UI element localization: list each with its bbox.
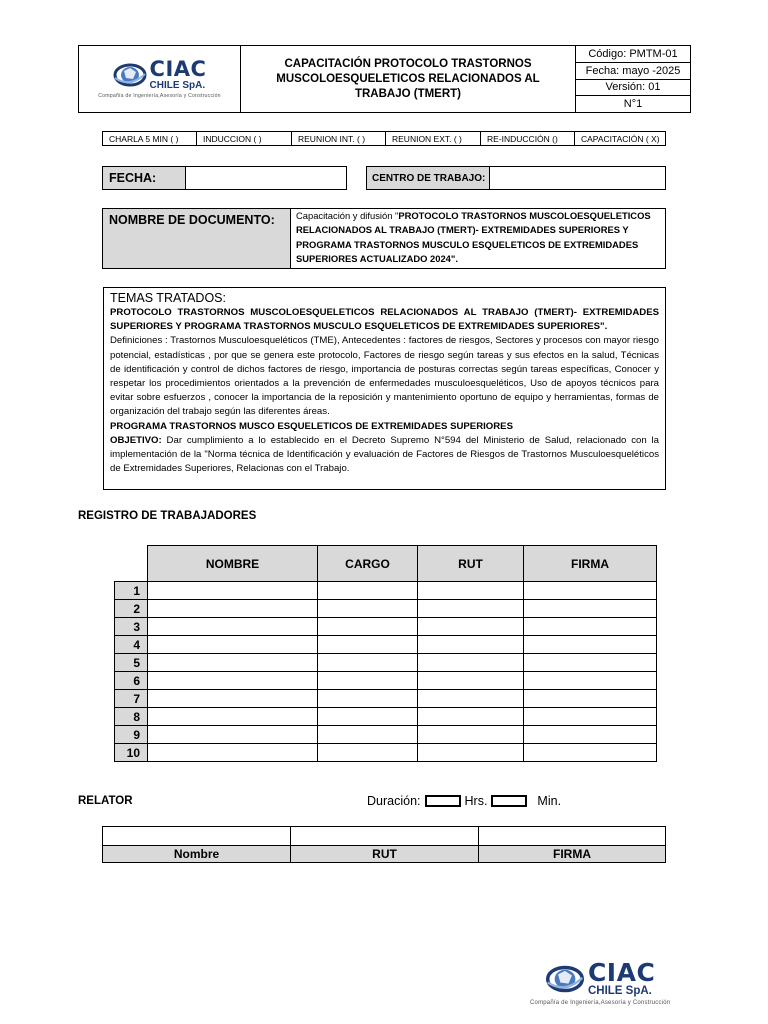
- cell-rut[interactable]: [418, 618, 524, 636]
- fecha-version: Fecha: mayo -2025: [576, 63, 690, 80]
- document-name-value: [291, 209, 665, 268]
- cell-cargo[interactable]: [318, 654, 418, 672]
- relator-title: RELATOR: [78, 795, 133, 807]
- row-number: 7: [115, 690, 148, 708]
- cell-nombre[interactable]: [148, 582, 318, 600]
- header-logo-cell: [79, 46, 241, 112]
- temas-box: [103, 287, 666, 490]
- cell-nombre[interactable]: [148, 726, 318, 744]
- cell-nombre[interactable]: [148, 744, 318, 762]
- row-number: 4: [115, 636, 148, 654]
- fecha-label: FECHA:: [102, 166, 186, 190]
- type-reunion-ext[interactable]: REUNION EXT. ( ): [386, 132, 481, 145]
- cell-rut[interactable]: [418, 636, 524, 654]
- logo-company: CHILE SpA.: [149, 80, 206, 91]
- activity-type-row: [102, 131, 666, 146]
- table-row: [115, 618, 657, 636]
- cell-nombre[interactable]: [148, 654, 318, 672]
- temas-objetivo: [110, 434, 659, 477]
- footer-logo-tagline: Compañía de Ingeniería,Asesoría y Construcción: [530, 999, 671, 1006]
- centro-label: CENTRO DE TRABAJO:: [366, 166, 490, 190]
- row-number: 6: [115, 672, 148, 690]
- relator-rut-input[interactable]: [291, 827, 479, 846]
- registro-table: [114, 545, 657, 762]
- centro-input[interactable]: [489, 166, 666, 190]
- cell-firma[interactable]: [524, 654, 657, 672]
- row-number: 8: [115, 708, 148, 726]
- cell-rut[interactable]: [418, 726, 524, 744]
- relator-col-rut: RUT: [291, 846, 479, 863]
- col-cargo: CARGO: [318, 546, 418, 582]
- registro-title: REGISTRO DE TRABAJADORES: [78, 510, 257, 522]
- cell-rut[interactable]: [418, 654, 524, 672]
- cell-nombre[interactable]: [148, 600, 318, 618]
- duracion-label: Duración:: [367, 794, 421, 808]
- document-meta: [576, 46, 690, 112]
- table-row: [115, 582, 657, 600]
- cell-firma[interactable]: [524, 672, 657, 690]
- cell-nombre[interactable]: [148, 618, 318, 636]
- cell-cargo[interactable]: [318, 582, 418, 600]
- document-name-bold: PROTOCOLO TRASTORNOS MUSCOLOESQUELETICOS RELACIONADOS AL TRABAJO (TMERT)- EXTREMIDADES SUPERIORES Y PROGRAMA TRASTORNOS MUSCULO ESQUELETICOS DE EXTREMIDADES SUPERIORES ACTUALIZADO 2024".: [296, 210, 651, 264]
- row-number: 1: [115, 582, 148, 600]
- codigo: Código: PMTM-01: [576, 46, 690, 63]
- cell-firma[interactable]: [524, 582, 657, 600]
- min-input[interactable]: [491, 795, 527, 807]
- numero: N°1: [623, 98, 643, 111]
- document-name-label: NOMBRE DE DOCUMENTO:: [103, 209, 291, 268]
- cell-cargo[interactable]: [318, 600, 418, 618]
- temas-definiciones: Definiciones : Trastornos Musculoesqueléticos (TME), Antecedentes : factores de riesgos, Sectores y procesos con mayor riesgo potencial, estadísticas , por que se genera este protocolo, Factores de riesgo según tareas y sus efectos en la salud, Técnicas de identificación y control de dichos factores de riesgo, importancia de posturas correctas según tareas específicas, Conocer y respetar los procedimientos orientados a la prevención de enfermedades musculoesqueléticos, Uso de apoyos técnicos para evitar sobre esfuerzos , conocer la importancia de la reposición y mantenimiento oportuno de equipo y herramientas, formas de organización del trabajo según las diferentes áreas.: [110, 335, 659, 418]
- type-induccion[interactable]: INDUCCION ( ): [197, 132, 292, 145]
- row-number: 2: [115, 600, 148, 618]
- table-row: [115, 654, 657, 672]
- type-capacitacion[interactable]: CAPACITACIÓN ( X): [581, 133, 660, 144]
- company-logo: [98, 59, 221, 99]
- table-row: [115, 600, 657, 618]
- footer-logo-company: CHILE SpA.: [587, 985, 652, 997]
- ciac-globe-icon: [113, 62, 147, 88]
- cell-firma[interactable]: [524, 708, 657, 726]
- min-label: Min.: [537, 794, 562, 808]
- row-number: 9: [115, 726, 148, 744]
- cell-nombre[interactable]: [148, 672, 318, 690]
- row-number: 5: [115, 654, 148, 672]
- cell-firma[interactable]: [524, 636, 657, 654]
- cell-rut[interactable]: [418, 600, 524, 618]
- table-row: [115, 726, 657, 744]
- logo-tagline: Compañía de Ingeniería,Asesoría y Construcción: [98, 93, 221, 99]
- footer-logo-brand: CIAC: [587, 958, 656, 987]
- cell-firma[interactable]: [524, 600, 657, 618]
- objetivo-text: Dar cumplimiento a lo establecido en el Decreto Supremo N°594 del Ministerio de Salud, relacionado con la implementación de la "Norma técnica de Identificación y evaluación de Factores de Riesgos de Trastornos Musculoesqueléticos de Extremidades Superiores, Relacionas con el Trabajo.: [110, 434, 659, 475]
- cell-firma[interactable]: [524, 618, 657, 636]
- table-row: [115, 636, 657, 654]
- version: Versión: 01: [576, 80, 690, 97]
- relator-col-firma: FIRMA: [479, 846, 666, 863]
- cell-cargo[interactable]: [318, 690, 418, 708]
- relator-table: [102, 826, 666, 863]
- type-reunion-int[interactable]: REUNION INT. ( ): [292, 132, 386, 145]
- relator-nombre-input[interactable]: [103, 827, 291, 846]
- document-header: [78, 45, 691, 113]
- cell-rut[interactable]: [418, 690, 524, 708]
- cell-rut[interactable]: [418, 582, 524, 600]
- cell-firma[interactable]: [524, 726, 657, 744]
- cell-rut[interactable]: [418, 744, 524, 762]
- document-name-box: [102, 208, 666, 269]
- hrs-label: Hrs.: [464, 794, 488, 808]
- logo-brand: CIAC: [149, 57, 207, 81]
- col-firma: FIRMA: [524, 546, 657, 582]
- col-nombre: NOMBRE: [148, 546, 318, 582]
- objetivo-label: OBJETIVO:: [110, 434, 162, 446]
- table-row: [115, 744, 657, 762]
- table-row: [115, 672, 657, 690]
- relator-col-nombre: Nombre: [103, 846, 291, 863]
- type-charla[interactable]: CHARLA 5 MIN ( ): [103, 132, 197, 145]
- cell-firma[interactable]: [524, 690, 657, 708]
- temas-heading: TEMAS TRATADOS:: [110, 291, 226, 305]
- cell-cargo[interactable]: [318, 618, 418, 636]
- cell-nombre[interactable]: [148, 636, 318, 654]
- fecha-input[interactable]: [185, 166, 347, 190]
- col-rut: RUT: [418, 546, 524, 582]
- temas-title: PROTOCOLO TRASTORNOS MUSCOLOESQUELETICOS RELACIONADOS AL TRABAJO (TMERT)- EXTREMIDADES SUPERIORES Y PROGRAMA TRASTORNOS MUSCULO ESQUELETICOS DE EXTREMIDADES SUPERIORES".: [110, 307, 659, 333]
- cell-cargo[interactable]: [318, 636, 418, 654]
- duracion-row: [367, 794, 561, 808]
- table-row: [115, 690, 657, 708]
- row-number: 10: [115, 744, 148, 762]
- hrs-input[interactable]: [425, 795, 461, 807]
- temas-programa: PROGRAMA TRASTORNOS MUSCO ESQUELETICOS DE EXTREMIDADES SUPERIORES: [110, 420, 513, 432]
- row-number: 3: [115, 618, 148, 636]
- document-name-prefix: Capacitación y difusión ": [296, 210, 399, 221]
- relator-firma-input[interactable]: [479, 827, 666, 846]
- type-reinduccion[interactable]: RE-INDUCCIÓN (): [481, 132, 575, 145]
- footer-globe-icon: [545, 964, 585, 994]
- cell-rut[interactable]: [418, 672, 524, 690]
- cell-firma[interactable]: [524, 744, 657, 762]
- document-title: CAPACITACIÓN PROTOCOLO TRASTORNOS MUSCOLOESQUELETICOS RELACIONADOS AL TRABAJO (TMERT): [241, 46, 576, 112]
- table-row: [115, 708, 657, 726]
- cell-rut[interactable]: [418, 708, 524, 726]
- cell-cargo[interactable]: [318, 726, 418, 744]
- cell-nombre[interactable]: [148, 690, 318, 708]
- cell-cargo[interactable]: [318, 672, 418, 690]
- cell-nombre[interactable]: [148, 708, 318, 726]
- cell-cargo[interactable]: [318, 744, 418, 762]
- footer-logo: [530, 960, 670, 1006]
- cell-cargo[interactable]: [318, 708, 418, 726]
